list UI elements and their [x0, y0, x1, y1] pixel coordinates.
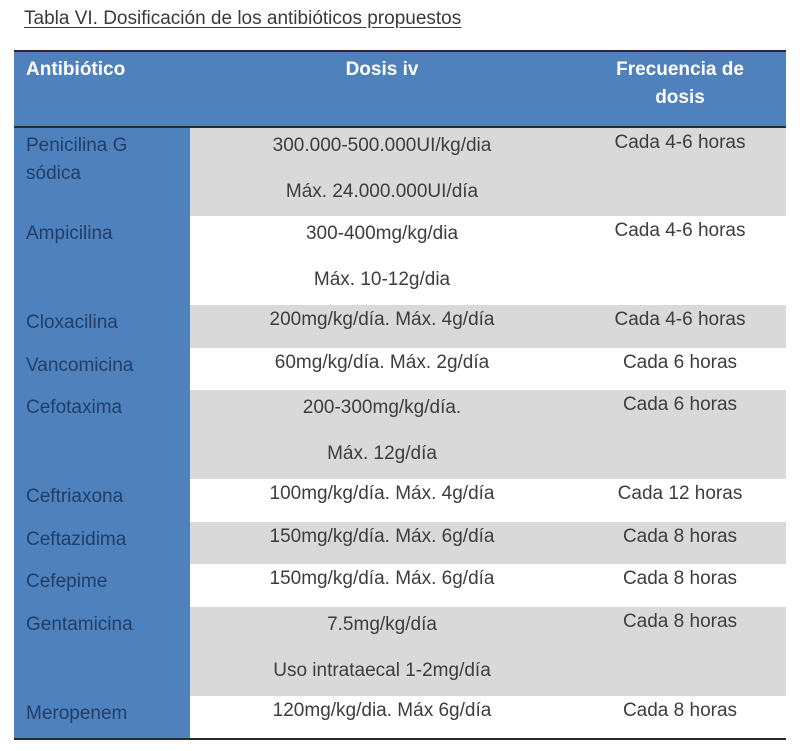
- dose-value: 200-300mg/kg/día.: [302, 397, 462, 418]
- frequency-cell: Cada 8 horas: [574, 522, 786, 564]
- header-dose: Dosis iv: [345, 59, 419, 80]
- frequency-cell: Cada 12 horas: [574, 479, 786, 522]
- table-bottom-rule: [14, 738, 786, 740]
- dose-cell: 150mg/kg/día. Máx. 6g/día: [190, 564, 574, 607]
- table-row: [14, 607, 786, 696]
- dose-cell: [190, 607, 574, 696]
- table-row: [14, 479, 786, 522]
- frequency-cell: Cada 4-6 horas: [574, 128, 786, 216]
- dose-cell: 200mg/kg/día. Máx. 4g/día: [190, 305, 574, 348]
- dose-value: 7.5mg/kg/día: [327, 614, 437, 635]
- dose-cell: [190, 390, 574, 479]
- table-row: [14, 564, 786, 607]
- header-antibiotic: Antibiótico: [26, 59, 126, 80]
- header-frequency-line1: Frecuencia de: [616, 59, 744, 80]
- dose-max: Máx. 12g/día: [327, 443, 437, 464]
- dose-value: 300.000-500.000UI/kg/dia: [272, 135, 492, 156]
- antibiotic-name-continued: sódica: [26, 163, 81, 184]
- frequency-cell: Cada 4-6 horas: [574, 216, 786, 305]
- dose-cell: [190, 216, 574, 305]
- dose-cell: 120mg/kg/dia. Máx 6g/día: [190, 696, 574, 738]
- table-row: [14, 216, 786, 305]
- table-row: [14, 305, 786, 348]
- antibiotic-name-cell: Ceftriaxona: [14, 479, 190, 522]
- dose-cell: 60mg/kg/día. Máx. 2g/día: [190, 348, 574, 390]
- dose-cell: 150mg/kg/día. Máx. 6g/día: [190, 522, 574, 564]
- antibiotic-name-cell: Cefepime: [14, 564, 190, 607]
- antibiotic-name-cell: [14, 607, 190, 696]
- antibiotic-name: Ampicilina: [26, 223, 113, 244]
- antibiotic-name-cell: [14, 216, 190, 305]
- dose-max: Máx. 24.000.000UI/día: [285, 181, 479, 202]
- frequency-cell: Cada 6 horas: [574, 390, 786, 479]
- dose-cell: [190, 128, 574, 216]
- frequency-cell: Cada 8 horas: [574, 696, 786, 738]
- antibiotic-name-cell: Cloxacilina: [14, 305, 190, 348]
- frequency-cell: Cada 6 horas: [574, 348, 786, 390]
- table-row: [14, 128, 786, 216]
- table-header: [14, 52, 786, 126]
- antibiotic-name-cell: [14, 390, 190, 479]
- frequency-cell: Cada 8 horas: [574, 564, 786, 607]
- antibiotic-name-cell: Ceftazidima: [14, 522, 190, 564]
- dose-value: 300-400mg/kg/dia: [305, 223, 459, 244]
- frequency-cell: Cada 8 horas: [574, 607, 786, 696]
- header-frequency: [574, 52, 786, 126]
- frequency-cell: Cada 4-6 horas: [574, 305, 786, 348]
- antibiotic-name-cell: Vancomicina: [14, 348, 190, 390]
- antibiotic-name: Cefotaxima: [26, 397, 123, 418]
- antibiotic-name-cell: Meropenem: [14, 696, 190, 738]
- table-row: [14, 522, 786, 564]
- dosage-table: [14, 50, 786, 740]
- table-caption: Tabla VI. Dosificación de los antibióticos propuestos: [24, 8, 462, 29]
- header-frequency-line2: dosis: [655, 87, 705, 108]
- antibiotic-name: Penicilina G: [26, 135, 128, 156]
- dose-cell: 100mg/kg/día. Máx. 4g/día: [190, 479, 574, 522]
- antibiotic-name-cell: [14, 128, 190, 216]
- dose-max: Máx. 10-12g/dia: [313, 269, 451, 290]
- table-row: [14, 348, 786, 390]
- antibiotic-name: Gentamicina: [26, 614, 133, 635]
- dose-intrathecal: Uso intrataecal 1-2mg/día: [273, 660, 491, 681]
- table-row: [14, 390, 786, 479]
- table-row: [14, 696, 786, 738]
